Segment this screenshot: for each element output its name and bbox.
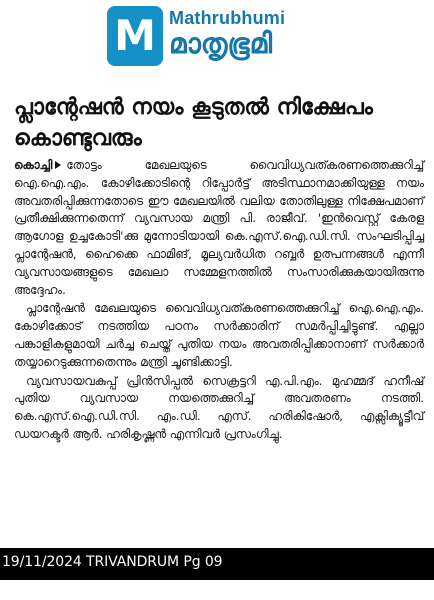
dateline: കൊച്ചി	[14, 158, 53, 172]
logo-badge-letter: M	[114, 11, 156, 60]
masthead-logo	[107, 6, 407, 68]
dateline-arrow-icon	[55, 161, 61, 169]
article-paragraph-1-text: തോട്ടം മേഖലയുടെ വൈവിധ്യവത്കരണത്തെക്കുറിച്ച് ഐ.ഐ.എം. കോഴിക്കോടിന്റെ റിപ്പോർട്ട് അടിസ്ഥാനമാക്കിയുള്ള നയം അവതരിപ്പിക്കുന്നതോടെ ഈ മേഖലയിൽ വലിയ തോതിലുള്ള നിക്ഷേപമാണ് പ്രതീക്ഷിക്കുന്നതെന്ന് വ്യവസായ മന്ത്രി പി. രാജീവ്. 'ഇൻവെസ്റ്റ് കേരള ആഗോള ഉച്ചകോടി'ക്കു മുന്നോടിയായി കെ.എസ്.ഐ.ഡി.സി. സംഘടിപ്പിച്ച പ്ലാന്റേഷൻ, ഹൈക്കെ ഫാമിങ്, മൂല്യവർധിത റബ്ബർ ഉത്പന്നങ്ങൾ എന്നീ വ്യവസായങ്ങളുടെ മേഖലാ സമ്മേളനത്തിൽ സംസാരിക്കുകയായിരുന്നു അദ്ദേഹം.	[14, 158, 424, 297]
logo-name-malayalam: മാതൃഭൂമി	[169, 27, 273, 60]
footer-bar	[0, 548, 434, 580]
footer-edition-info: 19/11/2024 TRIVANDRUM Pg 09	[2, 554, 223, 570]
article-paragraph-1	[14, 157, 424, 299]
logo-name-english: Mathrubhumi	[169, 8, 286, 28]
article-body	[14, 157, 424, 445]
article-paragraph-2: പ്ലാന്റേഷൻ മേഖലയുടെ വൈവിധ്യവത്കരണത്തെക്കുറിച്ച് ഐ.ഐ.എം. കോഴിക്കോട് നടത്തിയ പഠനം സർക്കാരിന് സമർപ്പിച്ചിട്ടുണ്ട്. എല്ലാ പങ്കാളികളുമായി ചർച്ച ചെയ്ത് പുതിയ നയം അവതരിപ്പിക്കാനാണ് സർക്കാർ തയ്യാറെടുക്കുന്നതെന്നും മന്ത്രി ചൂണ്ടിക്കാട്ടി.	[14, 301, 424, 369]
logo-badge	[107, 6, 163, 66]
article-headline: പ്ലാന്റേഷൻ നയം കൂടുതൽ നിക്ഷേപം കൊണ്ടുവരും	[14, 95, 373, 151]
article-paragraph-3: വ്യവസായവകുപ്പ് പ്രിൻസിപ്പൽ സെക്രട്ടറി എ.പി.എം. മുഹമ്മദ് ഹനീഷ് പുതിയ വ്യവസായ നയത്തെക്കുറിച്ച് അവതരണം നടത്തി. കെ.എസ്.ഐ.ഡി.സി. എം.ഡി. എസ്. ഹരികിഷോർ, എക്സിക്യൂട്ടീവ് ഡയറക്ടർ ആർ. ഹരികൃഷ്ണൻ എന്നിവർ പ്രസംഗിച്ചു.	[14, 373, 424, 441]
